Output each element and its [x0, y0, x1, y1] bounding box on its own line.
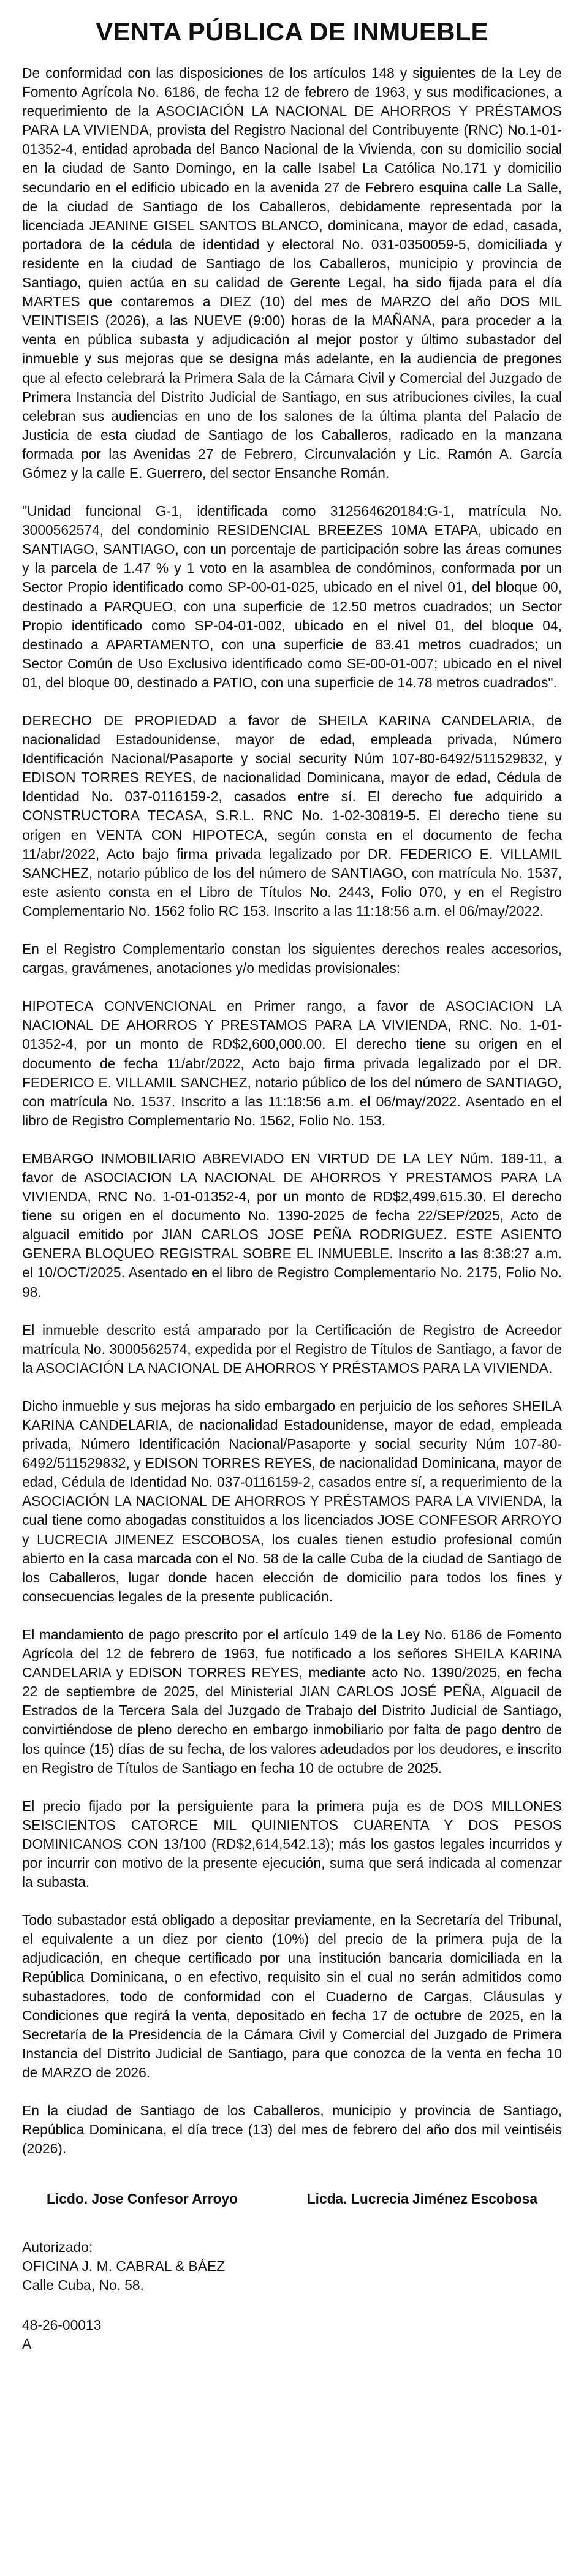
paragraph-date-place: En la ciudad de Santiago de los Caballeros, municipio y provincia de Santiago, República Dominicana, el día trece (13) del mes de febrero del año dos mil veintiséis (2026). [22, 2102, 562, 2157]
paragraph-ownership: DERECHO DE PROPIEDAD a favor de SHEILA KARINA CANDELARIA, de nacionalidad Estadounidense, mayor de edad, empleada privada, Número Identificación Nacional/Pasaporte y social security Núm 107-80-6492/511529832, y EDISON TORRES REYES, de nacionalidad Dominicana, mayor de edad, Cédula de Identidad No. 037-0116159-2, casados entre sí. El derecho fue adquirido a CONSTRUCTORA TECASA, S.R.L. RNC No. 1-02-30819-5. El derecho tiene su origen en VENTA CON HIPOTECA, según consta en el documento de fecha 11/abr/2022, Acto bajo firma privada legalizado por DR. FEDERICO E. VILLAMIL SANCHEZ, notario público de los del número de SANTIAGO, con matrícula No. 1537, este asiento consta en el Libro de Títulos No. 2443, Folio 070, y en el Registro Complementario No. 1562 folio RC 153. Inscrito a las 11:18:56 a.m. el 06/may/2022. [22, 712, 562, 919]
paragraph-debtors: Dicho inmueble y sus mejoras ha sido embargado en perjuicio de los señores SHEILA KARINA CANDELARIA, de nacionalidad Estadounidense, mayor de edad, empleada privada, Número Identificación Nacional/Pasaporte y social security Núm 107-80-6492/511529832, y EDISON TORRES REYES, de nacionalidad Dominicana, mayor de edad, Cédula de Identidad No. 037-0116159-2, casados entre sí, a requerimiento de la ASOCIACIÓN LA NACIONAL DE AHORROS Y PRÉSTAMOS PARA LA VIVIENDA, la cual tiene como abogadas constituidos a los licenciados JOSE CONFESOR ARROYO y LUCRECIA JIMENEZ ESCOBOSA, los cuales tienen estudio profesional común abierto en la casa marcada con el No. 58 de la calle Cuba de la ciudad de Santiago de los Caballeros, lugar donde hacen elección de domicilio para todos los fines y consecuencias legales de la presente publicación. [22, 1397, 562, 1604]
paragraph-mortgage: HIPOTECA CONVENCIONAL en Primer rango, a favor de ASOCIACION LA NACIONAL DE AHORROS Y PRESTAMOS PARA LA VIVIENDA, RNC. No. 1-01-01352-4, por un monto de RD$2,600,000.00. El derecho tiene su origen en el documento de fecha 11/abr/2022, Acto bajo firma privada legalizado por el DR. FEDERICO E. VILLAMIL SANCHEZ, notario público de los del número de SANTIAGO, con matrícula No. 1537. Inscrito a las 11:18:56 a.m. el 06/may/2022. Asentado en el libro de Registro Complementario No. 1562, Folio No. 153. [22, 998, 562, 1128]
paragraph-seizure: EMBARGO INMOBILIARIO ABREVIADO EN VIRTUD DE LA LEY Núm. 189-11, a favor de ASOCIACION LA NACIONAL DE AHORROS Y PRESTAMOS PARA LA VIVIENDA, RNC No. 1-01-01352-4, por un monto de RD$2,499,615.30. El derecho tiene su origen en el documento No. 1390-2025 de fecha 22/SEP/2025, Acto de alguacil emitido por JIAN CARLOS JOSE PEÑA RODRIGUEZ. ESTE ASIENTO GENERA BLOQUEO REGISTRAL SOBRE EL INMUEBLE. Inscrito a las 8:38:27 a.m. el 10/OCT/2025. Asentado en el libro de Registro Complementario No. 2175, Folio No. 98. [22, 1150, 562, 1300]
authorized-office: OFICINA J. M. CABRAL & BÁEZ [22, 2258, 226, 2275]
paragraph-payment-order: El mandamiento de pago prescrito por el artículo 149 de la Ley No. 6186 de Fomento Agrícola del 12 de febrero de 1963, fue notificado a los señores SHEILA KARINA CANDELARIA y EDISON TORRES REYES, mediante acto No. 1390/2025, en fecha 22 de septiembre de 2025, del Ministerial JIAN CARLOS JOSÉ PEÑA, Alguacil de Estrados de la Tercera Sala del Juzgado de Trabajo del Distrito Judicial de Santiago, convirtiéndose de pleno derecho en embargo inmobiliario por falta de pago dentro de los quince (15) días de su fecha, de los valores adeudados por los deudores, e inscrito en Registro de Títulos de Santiago en fecha 10 de octubre de 2025. [22, 1626, 562, 1776]
paragraph-price: El precio fijado por la persiguiente para la primera puja es de DOS MILLONES SEISCIENTOS CATORCE MIL QUINIENTOS CUARENTA Y DOS PESOS DOMINICANOS CON 13/100 (RD$2,614,542.13); más los gastos legales incurridos y por incurrir con motivo de la presente ejecución, suma que será indicada al comenzar la subasta. [22, 1797, 562, 1890]
notice-title: VENTA PÚBLICA DE INMUEBLE [96, 17, 488, 46]
signature-left: Licdo. Jose Confesor Arroyo [47, 2191, 238, 2207]
authorized-block [22, 2238, 562, 2295]
paragraph-convocation: De conformidad con las disposiciones de los artículos 148 y siguientes de la Ley de Fomento Agrícola No. 6186, de fecha 12 de febrero de 1963, y sus modificaciones, a requerimiento de la ASOCIACIÓN LA NACIONAL DE AHORROS Y PRÉSTAMOS PARA LA VIVIENDA, provista del Registro Nacional del Contribuyente (RNC) No.1-01-01352-4, entidad aprobada del Banco Nacional de la Vivienda, con su domicilio social en la ciudad de Santo Domingo, en la calle Isabel La Católica No.171 y domicilio secundario en el edificio ubicado en la avenida 27 de Febrero esquina calle La Salle, de la ciudad de Santiago de los Caballeros, debidamente representada por la licenciada JEANINE GISEL SANTOS BLANCO, dominicana, mayor de edad, casada, portadora de la cédula de identidad y electoral No. 031-0350059-5, domiciliada y residente en la ciudad de Santiago de los Caballeros, municipio y provincia de Santiago, quien actúa en su calidad de Gerente Legal, ha sido fijada para el día MARTES que contaremos a DIEZ (10) del mes de MARZO del año DOS MIL VEINTISEIS (2026), a las NUEVE (9:00) horas de la MAÑANA, para proceder a la venta en pública subasta y adjudicación al mejor postor y último subastador del inmueble y sus mejoras que se designa más adelante, en la audiencia de pregones que al efecto celebrará la Primera Sala de la Cámara Civil y Comercial del Juzgado de Primera Instancia del Distrito Judicial de Santiago, en sus atribuciones civiles, la cual celebran sus audiencias en uno de los salones de la última planta del Palacio de Justicia de esta ciudad de Santiago de los Caballeros, radicado en la manzana formada por las Avenidas 27 de Febrero, Circunvalación y Lic. Ramón A. García Gómez y la calle E. Guerrero, del sector Ensanche Román. [22, 65, 562, 481]
reference-code: 48-26-00013 [22, 2317, 102, 2333]
paragraph-deposit: Todo subastador está obligado a depositar previamente, en la Secretaría del Tribunal, el equivalente a un diez por ciento (10%) del precio de la primera puja de la adjudicación, en cheque certificado por una institución bancaria domiciliada en la República Dominicana, o en efectivo, requisito sin el cual no serán admitidos como subastadores, todo de conformidad con el Cuaderno de Cargas, Cláusulas y Condiciones que regirá la venta, depositado en fecha 17 de octubre de 2025, en la Secretaría de la Presidencia de la Cámara Civil y Comercial del Juzgado de Primera Instancia del Distrito Judicial de Santiago, para que conozca de la venta en fecha 10 de MARZO de 2026. [22, 1912, 562, 2080]
authorized-address: Calle Cuba, No. 58. [22, 2277, 144, 2294]
authorized-label: Autorizado: [22, 2239, 93, 2256]
reference-block [22, 2316, 562, 2354]
signature-right: Licda. Lucrecia Jiménez Escobosa [306, 2191, 537, 2207]
paragraph-property-description: "Unidad funcional G-1, identificada como 312564620184:G-1, matrícula No. 3000562574, del condominio RESIDENCIAL BREEZES 10MA ETAPA, ubicado en SANTIAGO, SANTIAGO, con un porcentaje de participación sobre las áreas comunes y la parcela de 1.47 % y 1 voto en la asamblea de condóminos, conformada por un Sector Propio identificado como SP-00-01-025, ubicado en el nivel 01, del bloque 00, destinado a PARQUEO, con una superficie de 12.50 metros cuadrados; un Sector Propio identificado como SP-04-01-002, ubicado en el nivel 01, del bloque 04, destinado a APARTAMENTO, con una superficie de 83.41 metros cuadrados; un Sector Común de Uso Exclusivo identificado como SE-00-01-007; ubicado en el nivel 01, del bloque 00, destinado a PATIO, con una superficie de 14.78 metros cuadrados". [22, 503, 562, 690]
signatures [22, 2177, 562, 2208]
paragraph-registry-intro: En el Registro Complementario constan los siguientes derechos reales accesorios, cargas, gravámenes, anotaciones y/o medidas provisionales: [22, 941, 562, 976]
reference-letter: A [22, 2336, 32, 2352]
paragraph-certification: El inmueble descrito está amparado por la Certificación de Registro de Acreedor matrícula No. 3000562574, expedida por el Registro de Títulos de Santiago, a favor de la ASOCIACIÓN LA NACIONAL DE AHORROS Y PRÉSTAMOS PARA LA VIVIENDA. [22, 1321, 562, 1376]
